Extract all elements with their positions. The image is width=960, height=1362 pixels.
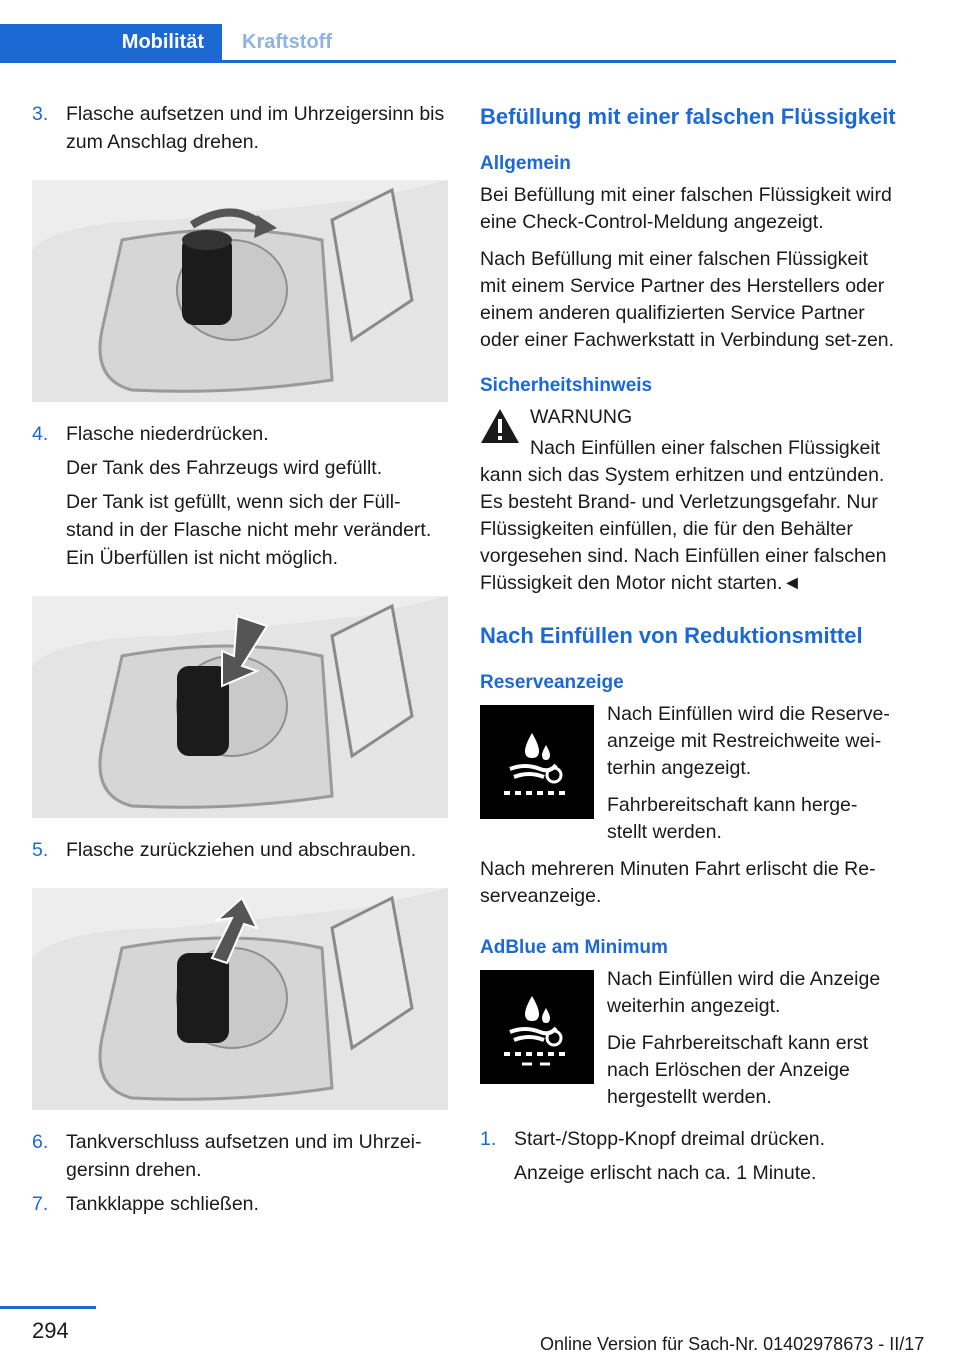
step-text: Tankverschluss aufsetzen und im Uhrzei-gersinn drehen. xyxy=(66,1131,422,1181)
page-number: 294 xyxy=(32,1318,69,1343)
fuel-filler-unscrew-illustration xyxy=(32,888,448,1110)
adblue-minimum-icon xyxy=(480,970,594,1084)
step-3 xyxy=(32,100,448,156)
left-column xyxy=(32,100,448,1224)
adblue-paragraph-1: Nach Einfüllen wird die Anzeige weiterhin angezeigt. xyxy=(607,968,881,1017)
reserve-indicator-row xyxy=(480,701,896,846)
reserve-paragraph-2: Fahrbereitschaft kann herge-stellt werden. xyxy=(607,794,858,843)
fuel-cap-photo-press xyxy=(32,596,448,818)
step-number: 1. xyxy=(480,1128,497,1150)
step-text: Start-/Stopp-Knopf dreimal drücken. xyxy=(514,1128,826,1150)
warning-text: Nach Einfüllen einer falschen Flüssigkeit kann sich das System erhitzen und entzünden. Es besteht Brand- und Verletzungsgefahr. Nur Flüssigkeiten einfüllen, die für den Behälter vorgesehen sind. Nach Einfüllen einer falschen Flüssigkeit den Motor nicht starten.◄ xyxy=(480,437,887,594)
step-text: Flasche zurückziehen und abschrauben. xyxy=(66,839,417,861)
fuel-cap-photo-unscrew xyxy=(32,888,448,1110)
warning-block xyxy=(480,404,896,597)
warning-triangle-icon xyxy=(480,408,520,444)
general-paragraph-1: Bei Befüllung mit einer falschen Flüssigkeit wird eine Check-Control-Meldung angezeigt. xyxy=(480,184,892,233)
step-text: Flasche niederdrücken. xyxy=(66,423,269,445)
step-subtext: Der Tank ist gefüllt, wenn sich der Füll-stand in der Flasche nicht mehr verändert. Ein Überfüllen ist nicht möglich. xyxy=(66,491,432,569)
tab-mobilitaet[interactable]: Mobilität xyxy=(0,24,222,61)
heading-after-refill: Nach Einfüllen von Reduktionsmittel xyxy=(480,623,863,648)
fuel-filler-press-illustration xyxy=(32,596,448,818)
heading-wrong-fluid: Befüllung mit einer falschen Flüssigkeit xyxy=(480,104,896,129)
step-number: 7. xyxy=(32,1193,49,1215)
step-text: Tankklappe schließen. xyxy=(66,1193,259,1215)
general-paragraph-2: Nach Befüllung mit einer falschen Flüssigkeit mit einem Service Partner des Herstellers oder einem anderen qualifizierten Service Partner oder einer Fachwerkstatt in Verbindung set-zen. xyxy=(480,248,895,351)
warning-title: WARNUNG xyxy=(530,406,633,428)
step-subtext: Anzeige erlischt nach ca. 1 Minute. xyxy=(514,1162,817,1184)
step-1 xyxy=(480,1125,896,1187)
reserve-paragraph-3: Nach mehreren Minuten Fahrt erlischt die Re-serveanzeige. xyxy=(480,858,876,907)
footer-rule xyxy=(0,1306,96,1309)
right-column xyxy=(480,100,896,1193)
step-5 xyxy=(32,836,448,864)
header-rule xyxy=(0,60,896,63)
reserve-paragraph-1: Nach Einfüllen wird die Reserve-anzeige mit Restreichweite wei-terhin angezeigt. xyxy=(607,703,890,779)
online-version-note: Online Version für Sach-Nr. 01402978673 - II/17 xyxy=(540,1334,925,1354)
heading-general: Allgemein xyxy=(480,153,571,174)
fuel-cap-photo-turn xyxy=(32,180,448,402)
page-header xyxy=(0,0,960,64)
step-7 xyxy=(32,1190,448,1218)
heading-adblue-minimum: AdBlue am Minimum xyxy=(480,937,668,958)
step-number: 4. xyxy=(32,423,49,445)
fuel-filler-turn-illustration xyxy=(32,180,448,402)
step-subtext: Der Tank des Fahrzeugs wird gefüllt. xyxy=(66,457,383,479)
heading-reserve: Reserveanzeige xyxy=(480,672,624,693)
heading-safety: Sicherheitshinweis xyxy=(480,375,653,396)
adblue-paragraph-2: Die Fahrbereitschaft kann erst nach Erlöschen der Anzeige hergestellt werden. xyxy=(607,1032,869,1108)
step-text: Flasche aufsetzen und im Uhrzeigersinn bis zum Anschlag drehen. xyxy=(66,103,445,153)
reserve-indicator-icon xyxy=(480,705,594,819)
step-6 xyxy=(32,1128,448,1184)
step-4 xyxy=(32,420,448,572)
step-number: 5. xyxy=(32,839,49,861)
step-number: 3. xyxy=(32,103,49,125)
tab-kraftstoff[interactable]: Kraftstoff xyxy=(242,31,332,53)
step-number: 6. xyxy=(32,1131,49,1153)
adblue-indicator-row xyxy=(480,966,896,1111)
